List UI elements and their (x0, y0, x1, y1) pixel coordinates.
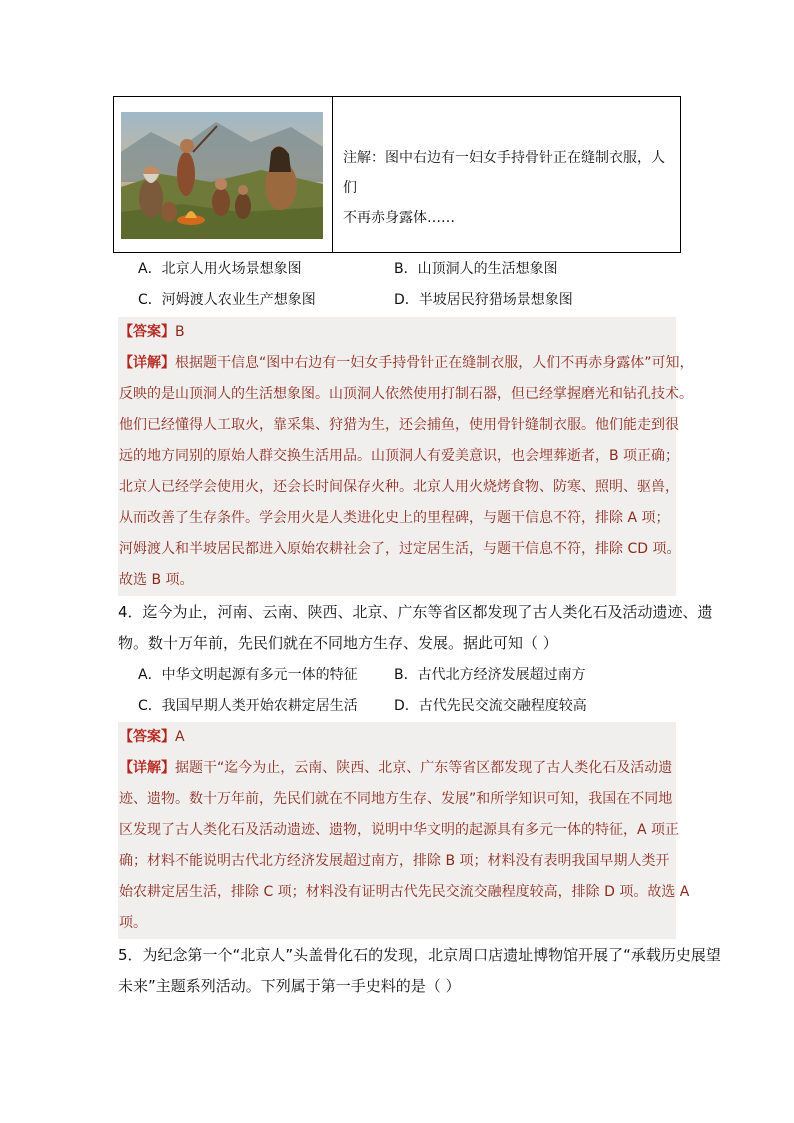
q4-option-c[interactable]: C．我国早期人类开始农耕定居生活 (138, 698, 358, 714)
q4-answer-line (118, 722, 676, 753)
q3-detail-line: 河姆渡人和半坡居民都进入原始农耕社会了，过定居生活，与题干信息不符，排除 CD 项。 (119, 541, 681, 557)
q3-detail-line: 从而改善了生存条件。学会用火是人类进化史上的里程碑，与题干信息不符，排除 A 项； (119, 510, 670, 526)
q3-detail-line: 他们已经懂得人工取火，靠采集、狩猎为生，还会捕鱼，使用骨针缝制衣服。他们能走到很 (119, 417, 679, 433)
q4-detail-line: 确；材料不能说明古代北方经济发展超过南方，排除 B 项；材料没有表明我国早期人类开 (119, 853, 670, 869)
detail-text: 据题干“迄今为止，云南、陕西、北京、广东等省区都发现了古人类化石及活动遗 (175, 760, 673, 776)
q3-answer-block (118, 317, 694, 596)
q3-option-a[interactable]: A．北京人用火场景想象图 (138, 261, 302, 277)
q3-option-c[interactable]: C．河姆渡人农业生产想象图 (138, 292, 316, 308)
q3-options-row-2 (138, 289, 573, 311)
q3-detail-line: 反映的是山顶洞人的生活想象图。山顶洞人依然使用打制石器，但已经掌握磨光和钻孔技术。 (119, 386, 693, 402)
q4-options-row-2 (138, 695, 587, 717)
figure-note-line-2: 不再赤身露体…… (343, 210, 455, 226)
q3-options-row-1 (138, 258, 558, 280)
q4-option-a[interactable]: A．中华文明起源有多元一体的特征 (138, 667, 358, 683)
q5-stem-line: 未来”主题系列活动。下列属于第一手史料的是（ ） (118, 977, 461, 995)
figure-image-cell (114, 97, 333, 252)
q3-detail-line: 故选 B 项。 (119, 572, 194, 588)
q4-detail-line: 迹、遗物。数十万年前，先民们就在不同地方生存、发展”和所学知识可知，我国在不同地 (119, 791, 673, 807)
q4-detail-line: 区发现了古人类化石及活动遗迹、遗物，说明中华文明的起源具有多元一体的特征，A 项正 (119, 822, 680, 838)
q4-stem-line: 4．迄今为止，河南、云南、陕西、北京、广东等省区都发现了古人类化石及活动遗迹、遗 (118, 603, 713, 621)
q3-option-b[interactable]: B．山顶洞人的生活想象图 (394, 261, 558, 277)
detail-tag: 【详解】 (119, 760, 175, 776)
q4-detail-line: 始农耕定居生活，排除 C 项；材料没有证明古代先民交流交融程度较高，排除 D 项。故选 A (119, 884, 690, 900)
q3-option-d[interactable]: D．半坡居民狩猎场景想象图 (394, 292, 573, 308)
q4-stem-line: 物。数十万年前，先民们就在不同地方生存、发展。据此可知（ ） (118, 634, 558, 652)
q4-answer-block (118, 722, 690, 939)
q4-option-d[interactable]: D．古代先民交流交融程度较高 (394, 698, 587, 714)
q3-detail-line (118, 348, 694, 379)
answer-value: B (175, 324, 185, 340)
figure-note (333, 97, 680, 252)
q4-options-row-1 (138, 664, 586, 686)
q4-detail-line (118, 753, 676, 784)
cave-people-illustration (121, 112, 323, 239)
q4-detail-line: 项。 (119, 915, 147, 931)
answer-tag: 【答案】 (119, 324, 175, 340)
q3-answer-line (118, 317, 676, 348)
answer-tag: 【答案】 (119, 729, 175, 745)
q4-stem (118, 597, 713, 659)
q4-option-b[interactable]: B．古代北方经济发展超过南方 (394, 667, 586, 683)
q5-stem-line: 5．为纪念第一个“北京人”头盖骨化石的发现，北京周口店遗址博物馆开展了“承载历史展望 (118, 946, 721, 964)
answer-value: A (175, 729, 185, 745)
detail-text: 根据题干信息“图中右边有一妇女手持骨针正在缝制衣服，人们不再赤身露体”可知， (175, 355, 694, 371)
q3-detail-line: 远的地方同别的原始人群交换生活用品。山顶洞人有爱美意识，也会埋葬逝者，B 项正确； (119, 448, 680, 464)
figure-table (113, 96, 681, 253)
detail-tag: 【详解】 (119, 355, 175, 371)
figure-note-line-1: 注解：图中右边有一妇女手持骨针正在缝制衣服，人们 (343, 150, 665, 196)
q5-stem (118, 940, 721, 1002)
q3-detail-line: 北京人已经学会使用火，还会长时间保存火种。北京人用火烧烤食物、防寒、照明、驱兽， (119, 479, 679, 495)
